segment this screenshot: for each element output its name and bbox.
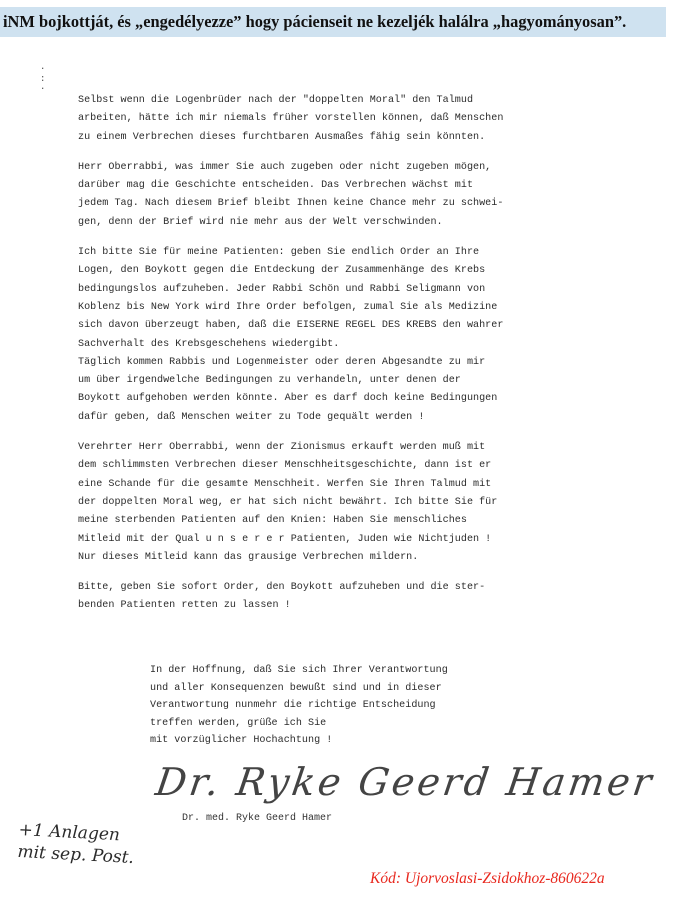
margin-marks: · : · <box>40 64 46 94</box>
text-line: sich davon überzeugt haben, daß die EISERNE REGEL DES KREBS den wahrer <box>78 320 504 332</box>
handwritten-note <box>17 819 136 869</box>
text-line: der doppelten Moral weg, er hat sich nicht bewährt. Ich bitte Sie für <box>78 496 498 508</box>
text-line: zu einem Verbrechen dieses furchtbaren Ausmaßes fähig sein könnten. <box>78 131 486 143</box>
text-line: mit vorzüglicher Hochachtung ! <box>150 735 333 746</box>
handwritten-note-line: +1 Anlagen <box>18 819 121 846</box>
text-line: um über irgendwelche Bedingungen zu verhandeln, unter denen der <box>78 375 461 387</box>
text-line: Täglich kommen Rabbis und Logenmeister oder deren Abgesandte zu mir <box>78 356 486 368</box>
text-line: Herr Oberrabbi, was immer Sie auch zugeben oder nicht zugeben mögen, <box>78 161 492 173</box>
closing-paragraph <box>150 662 448 750</box>
text-line: bedingungslos aufzuheben. Jeder Rabbi Schön und Rabbi Seligmann von <box>78 283 486 295</box>
text-line: dem schlimmsten Verbrechen dieser Menschheitsgeschichte, dann ist er <box>78 460 492 472</box>
letter-body <box>78 92 618 616</box>
text-line: Sachverhalt des Krebsgeschehens wiedergibt. <box>78 338 340 350</box>
banner-title: iNM bojkottját, és „engedélyezze” hogy pácienseit ne kezeljék halálra „hagyományosan”. <box>0 7 666 37</box>
paragraph <box>78 439 618 567</box>
text-line: Selbst wenn die Logenbrüder nach der "doppelten Moral" den Talmud <box>78 95 474 106</box>
text-line: Nur dieses Mitleid kann das grausige Verbrechen mildern. <box>78 551 419 563</box>
document-code-label: Kód: Ujorvoslasi-Zsidokhoz-860622a <box>370 870 605 887</box>
text-line: Boykott aufgehoben werden könnte. Aber es darf doch keine Bedingungen <box>78 393 498 405</box>
paragraph <box>78 579 618 616</box>
text-line: und aller Konsequenzen bewußt sind und in dieser <box>150 682 442 694</box>
text-line: treffen werden, grüße ich Sie <box>150 717 327 729</box>
text-line: Logen, den Boykott gegen die Entdeckung der Zusammenhänge des Krebs <box>78 265 486 277</box>
text-line: Bitte, geben Sie sofort Order, den Boykott aufzuheben und die ster- <box>78 582 486 594</box>
paragraph <box>78 92 618 147</box>
text-line: Ich bitte Sie für meine Patienten: geben Sie endlich Order an Ihre <box>78 247 480 259</box>
text-line: Mitleid mit der Qual u n s e r e r Patienten, Juden wie Nichtjuden ! <box>78 533 492 545</box>
text-line: In der Hoffnung, daß Sie sich Ihrer Verantwortung <box>150 665 448 676</box>
text-line: eine Schande für die gesamte Menschheit. Werfen Sie Ihren Talmud mit <box>78 478 492 490</box>
text-line: meine sterbenden Patienten auf den Knien: Haben Sie menschliches <box>78 515 467 527</box>
text-line: Verantwortung nunmehr die richtige Entscheidung <box>150 700 436 711</box>
text-line: benden Patienten retten zu lassen ! <box>78 600 291 612</box>
paragraph <box>78 244 618 427</box>
handwritten-note-line: mit sep. Post. <box>16 841 135 869</box>
text-line: Koblenz bis New York wird Ihre Order befolgen, zumal Sie als Medizine <box>78 301 498 313</box>
signature-name: Dr. med. Ryke Geerd Hamer <box>182 813 333 824</box>
paragraph <box>78 159 618 232</box>
text-line: gen, denn der Brief wird nie mehr aus der Welt verschwinden. <box>78 216 443 228</box>
text-line: dafür geben, daß Menschen weiter zu Tode gequält werden ! <box>78 411 425 423</box>
text-line: Verehrter Herr Oberrabbi, wenn der Zionismus erkauft werden muß mit <box>78 442 486 454</box>
text-line: jedem Tag. Nach diesem Brief bleibt Ihnen keine Chance mehr zu schwei- <box>78 198 504 210</box>
text-line: arbeiten, hätte ich mir niemals früher vorstellen können, daß Menschen <box>78 113 504 125</box>
handwritten-signature: Dr. Ryke Geerd Hamer <box>153 760 658 804</box>
text-line: darüber mag die Geschichte entscheiden. Das Verbrechen wächst mit <box>78 180 474 192</box>
